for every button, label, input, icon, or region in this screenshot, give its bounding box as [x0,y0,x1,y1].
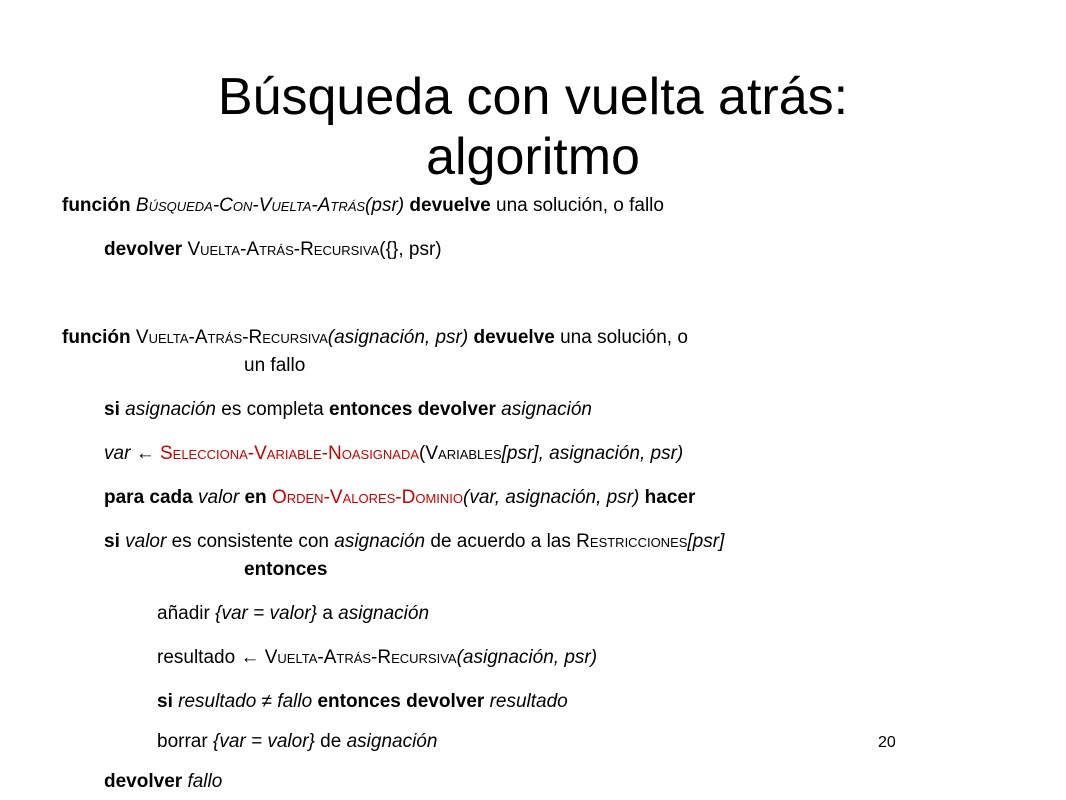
function-arg: (psr) [365,195,405,216]
pseudocode-line-si-resultado [157,690,568,714]
pseudocode-line-para-cada [104,486,695,510]
restricciones-arg: [psr] [687,531,725,552]
restricciones-name: Restricciones [576,531,688,552]
action-text: añadir [157,603,210,624]
page-number: 20 [878,734,896,751]
return-value: fallo [187,771,223,792]
keyword-devuelve: devuelve [409,195,491,216]
title-line-2: algoritmo [426,127,640,186]
function-call-name: Selecciona-Variable-Noasignada [159,443,420,464]
return-value: asignación [501,399,592,420]
variable-asignacion: asignación [346,731,438,752]
keyword-para-cada: para cada [104,487,193,508]
keyword-si: si [104,531,120,552]
pseudocode-line-func2 [62,326,688,350]
function-call-args: (asignación, psr) [456,647,598,668]
keyword-funcion: función [62,327,131,348]
variable-valor: valor [198,487,240,508]
return-description: una solución, o [560,327,688,348]
variable-resultado: resultado [157,647,236,668]
keyword-devolver: devolver [104,239,183,260]
action-text: borrar [157,731,208,752]
return-description: una solución, o fallo [496,195,664,216]
function-name: Búsqueda-Con-Vuelta-Atrás [135,195,366,216]
variable-asignacion: asignación [338,603,430,624]
pseudocode-line-anadir [157,602,429,626]
pseudocode-line-return-call [104,238,442,262]
pseudocode-line-var-select [104,442,683,466]
return-value: resultado [489,691,568,712]
condition-text: es completa [221,399,324,420]
pseudocode-line-borrar [157,730,437,754]
keyword-devuelve: devuelve [473,327,555,348]
variables-name: Variables [425,443,502,464]
keyword-devolver: devolver [104,771,183,792]
keyword-entonces-devolver: entonces devolver [317,691,485,712]
paren-open: ( [419,443,426,464]
assignment-expr: {var = valor} [215,603,318,624]
variable-var: var [104,443,131,464]
keyword-en: en [244,487,267,508]
function-name: Vuelta-Atrás-Recursiva [135,327,328,348]
condition-expr: resultado ≠ fallo [178,691,313,712]
pseudocode-line-func2-cont [244,354,305,378]
assign-arrow-icon: ← [240,647,260,668]
return-description-cont: un fallo [244,355,306,376]
title-line-1: Búsqueda con vuelta atrás: [217,67,849,126]
function-call-args: ({}, psr) [379,239,442,260]
keyword-si: si [104,399,120,420]
preposition: a [322,603,333,624]
function-args: (asignación, psr) [327,327,469,348]
keyword-si: si [157,691,173,712]
function-call-name: Vuelta-Atrás-Recursiva [187,239,380,260]
pseudocode-line-devolver-fallo [104,770,222,794]
preposition: de [320,731,342,752]
pseudocode-line-resultado [157,646,597,670]
function-call-args: asignación, psr) [549,443,684,464]
keyword-entonces-devolver: entonces devolver [329,399,496,420]
variable-asignacion: asignación [334,531,426,552]
assignment-expr: {var = valor} [212,731,315,752]
assign-arrow-icon: ← [135,443,155,464]
function-call-args: (var, asignación, psr) [463,487,640,508]
slide-title [0,67,1066,187]
variable-asignacion: asignación [125,399,216,420]
keyword-funcion: función [62,195,131,216]
pseudocode-line-si-consistente-cont [244,558,327,582]
pseudocode-line-si-completa [104,398,592,422]
pseudocode-line-si-consistente [104,530,724,554]
condition-text: de acuerdo a las [430,531,571,552]
condition-text: es consistente con [171,531,329,552]
variables-arg: [psr], [501,443,544,464]
pseudocode-line-func1 [62,194,664,218]
variable-valor: valor [125,531,167,552]
function-call-name: Vuelta-Atrás-Recursiva [264,647,457,668]
keyword-entonces: entonces [244,559,328,580]
function-call-name: Orden-Valores-Dominio [271,487,464,508]
keyword-hacer: hacer [644,487,696,508]
